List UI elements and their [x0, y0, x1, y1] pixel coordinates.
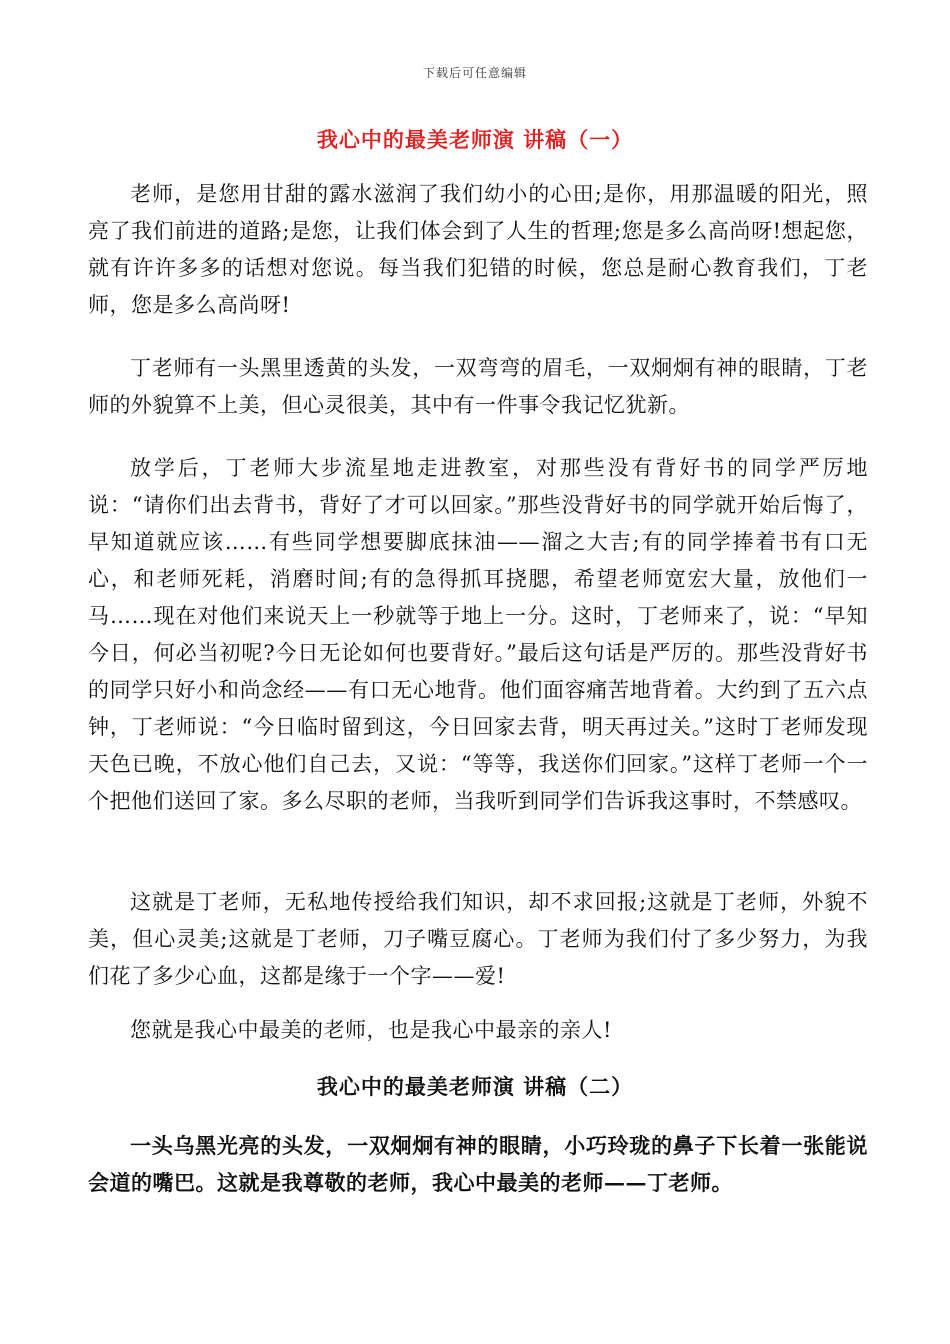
- paragraph-5: 您就是我心中最美的老师，也是我心中最亲的亲人!: [130, 1018, 612, 1042]
- paragraph-2: 丁老师有一头黑里透黄的头发，一双弯弯的眉毛，一双炯炯有神的眼睛，丁老师的外貌算不上美，但心灵很美，其中有一件事令我记忆犹新。: [88, 356, 868, 417]
- page-header: 下载后可任意编辑: [422, 66, 527, 80]
- speech-title-2: 我心中的最美老师演 讲稿（二）: [316, 1074, 634, 1099]
- speech-title-1: 我心中的最美老师演 讲稿（一）: [316, 127, 634, 152]
- paragraph-1: 老师，是您用甘甜的露水滋润了我们幼小的心田;是你，用那温暖的阳光，照亮了我们前进的道路;是您，让我们体会到了人生的哲理;您是多么高尚呀!想起您，就有许许多多的话想对您说。每当我们犯错的时候，您总是耐心教育我们，丁老师，您是多么高尚呀!: [88, 182, 868, 317]
- paragraph-3: 放学后，丁老师大步流星地走进教室，对那些没有背好书的同学严厉地说：“请你们出去背书，背好了才可以回家。”那些没背好书的同学就开始后悔了，早知道就应该……有些同学想要脚底抹油——溜之大吉;有的同学捧着书有口无心，和老师死耗，消磨时间;有的急得抓耳挠腮，希望老师宽宏大量，放他们一马……现在对他们来说天上一秒就等于地上一分。这时，丁老师来了，说：“早知今日，何必当初呢?今日无论如何也要背好。”最后这句话是严厉的。那些没背好书的同学只好小和尚念经——有口无心地背。他们面容痛苦地背着。大约到了五六点钟，丁老师说：“今日临时留到这，今日回家去背，明天再过关。”这时丁老师发现天色已晚，不放心他们自己去，又说：“等等，我送你们回家。”这样丁老师一个一个把他们送回了家。多么尽职的老师，当我听到同学们告诉我这事时，不禁感叹。: [88, 456, 868, 813]
- paragraph-6: 一头乌黑光亮的头发，一双炯炯有神的眼睛，小巧玲珑的鼻子下长着一张能说会道的嘴巴。这就是我尊敬的老师，我心中最美的老师——丁老师。: [88, 1133, 868, 1195]
- paragraph-4: 这就是丁老师，无私地传授给我们知识，却不求回报;这就是丁老师，外貌不美，但心灵美;这就是丁老师，刀子嘴豆腐心。丁老师为我们付了多少努力，为我们花了多少心血，这都是缘于一个字——爱!: [88, 890, 868, 988]
